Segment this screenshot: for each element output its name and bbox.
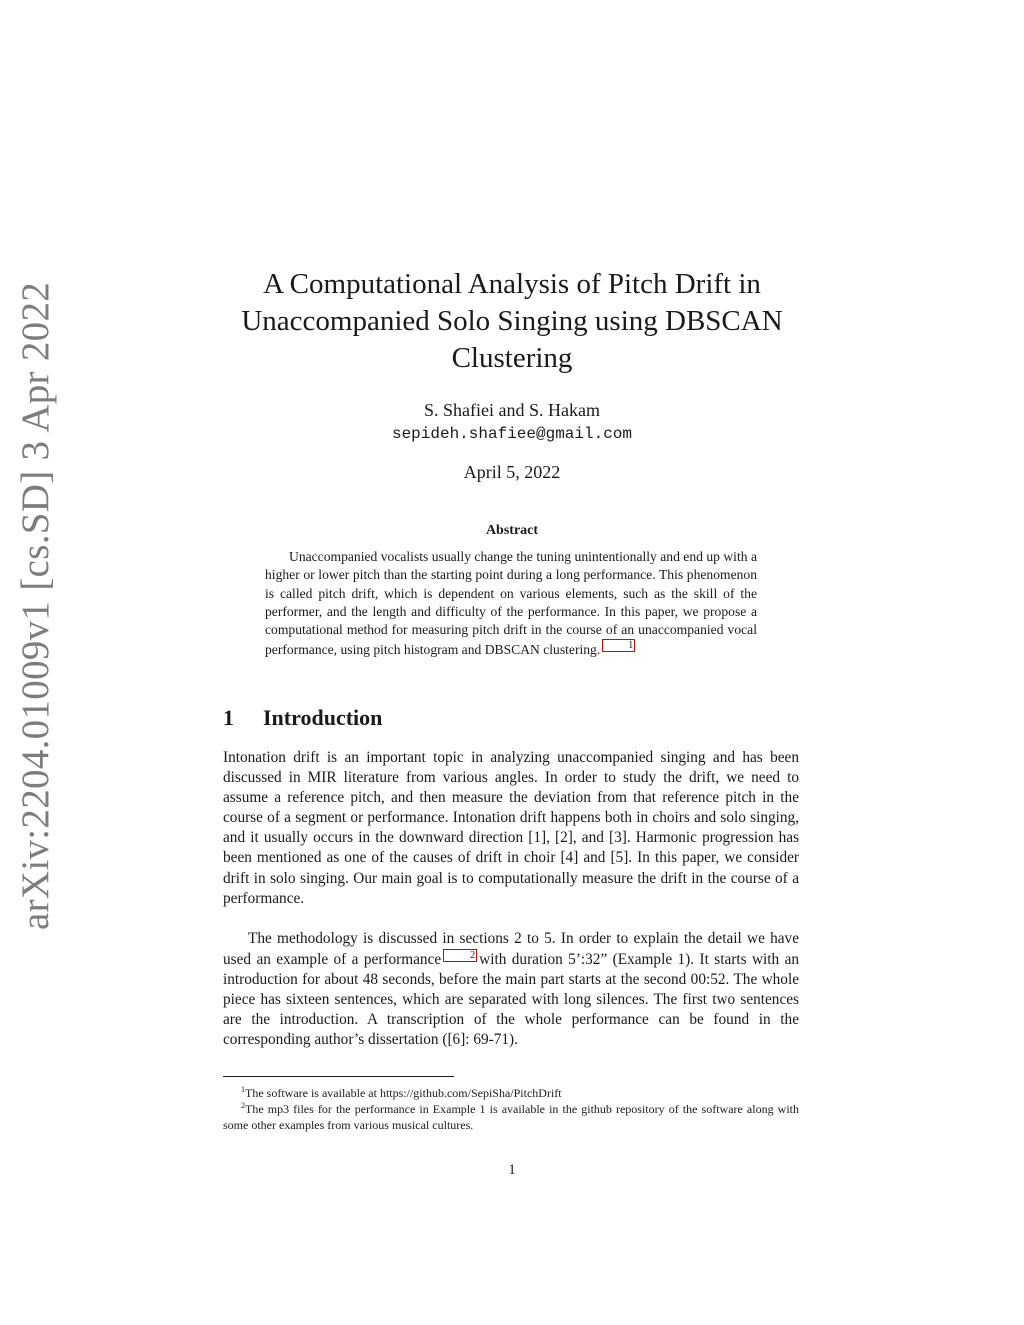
paper-date: April 5, 2022	[463, 462, 561, 482]
section-heading-introduction	[223, 705, 382, 731]
footnote-link-2[interactable]: 2	[443, 949, 477, 962]
footnote-2	[223, 1098, 799, 1133]
author-email: sepideh.shafiee@gmail.com	[391, 425, 633, 443]
footnote-divider	[223, 1076, 454, 1077]
abstract-heading: Abstract	[485, 523, 539, 538]
page-number: 1	[508, 1162, 516, 1178]
section-number: 1	[223, 705, 234, 730]
intro-paragraph-1: Intonation drift is an important topic in analyzing unaccompanied singing and has been discussed in MIR literature from various angles. In order to study the drift, we need to assume a reference pitch, and then measure the deviation from that reference pitch in the course of a segment or performance. Intonation drift happens both in choirs and solo singing, and it usually occurs in the downward direction [1], [2], and [3]. Harmonic progression has been mentioned as one of the causes of drift in choir [4] and [5]. In this paper, we consider drift in solo singing. Our main goal is to computationally measure the drift in the course of a performance.	[223, 749, 799, 907]
paragraph2-text-after: with duration 5’:32” (Example 1). It starts with an introduction for about 48 seconds, before the main part starts at the second 00:52. The whole piece has sixteen sentences, which are separated with long silences. The first two sentences are the introduction. A transcription of the whole performance can be found in the corresponding author’s dissertation ([6]: 69-71).	[223, 951, 800, 1049]
paper-authors: S. Shafiei and S. Hakam	[424, 400, 600, 420]
section-title: Introduction	[263, 705, 383, 730]
footnote-mark: 1	[241, 1085, 245, 1094]
intro-paragraph-2	[223, 929, 799, 1051]
paper-title: A Computational Analysis of Pitch Drift in Unaccompanied Solo Singing using DBSCAN Clustering	[241, 268, 783, 374]
footnote-text: The mp3 files for the performance in Example 1 is available in the github repository of the software along with some other examples from various musical cultures.	[223, 1102, 799, 1132]
footnote-link-1[interactable]: 1	[602, 639, 635, 652]
paragraph2-text-before: The methodology is discussed in sections 2 to 5. In order to explain the detail we have used an example of a performance	[223, 930, 799, 969]
arxiv-identifier-stamp: arXiv:2204.01009v1 [cs.SD] 3 Apr 2022	[14, 281, 57, 930]
abstract-body-text: Unaccompanied vocalists usually change the tuning unintentionally and end up with a higher or lower pitch than the starting point during a long performance. This phenomenon is called pitch drift, which is dependent on various elements, such as the skill of the performer, and the length and difficulty of the performance. In this paper, we propose a computational method for measuring pitch drift in the course of an unaccompanied vocal performance, using pitch histogram and DBSCAN clustering.	[265, 549, 757, 658]
footnote-text: The software is available at https://github.com/SepiSha/PitchDrift	[245, 1086, 562, 1100]
footnote-mark: 2	[241, 1101, 245, 1110]
abstract-text	[265, 548, 757, 660]
